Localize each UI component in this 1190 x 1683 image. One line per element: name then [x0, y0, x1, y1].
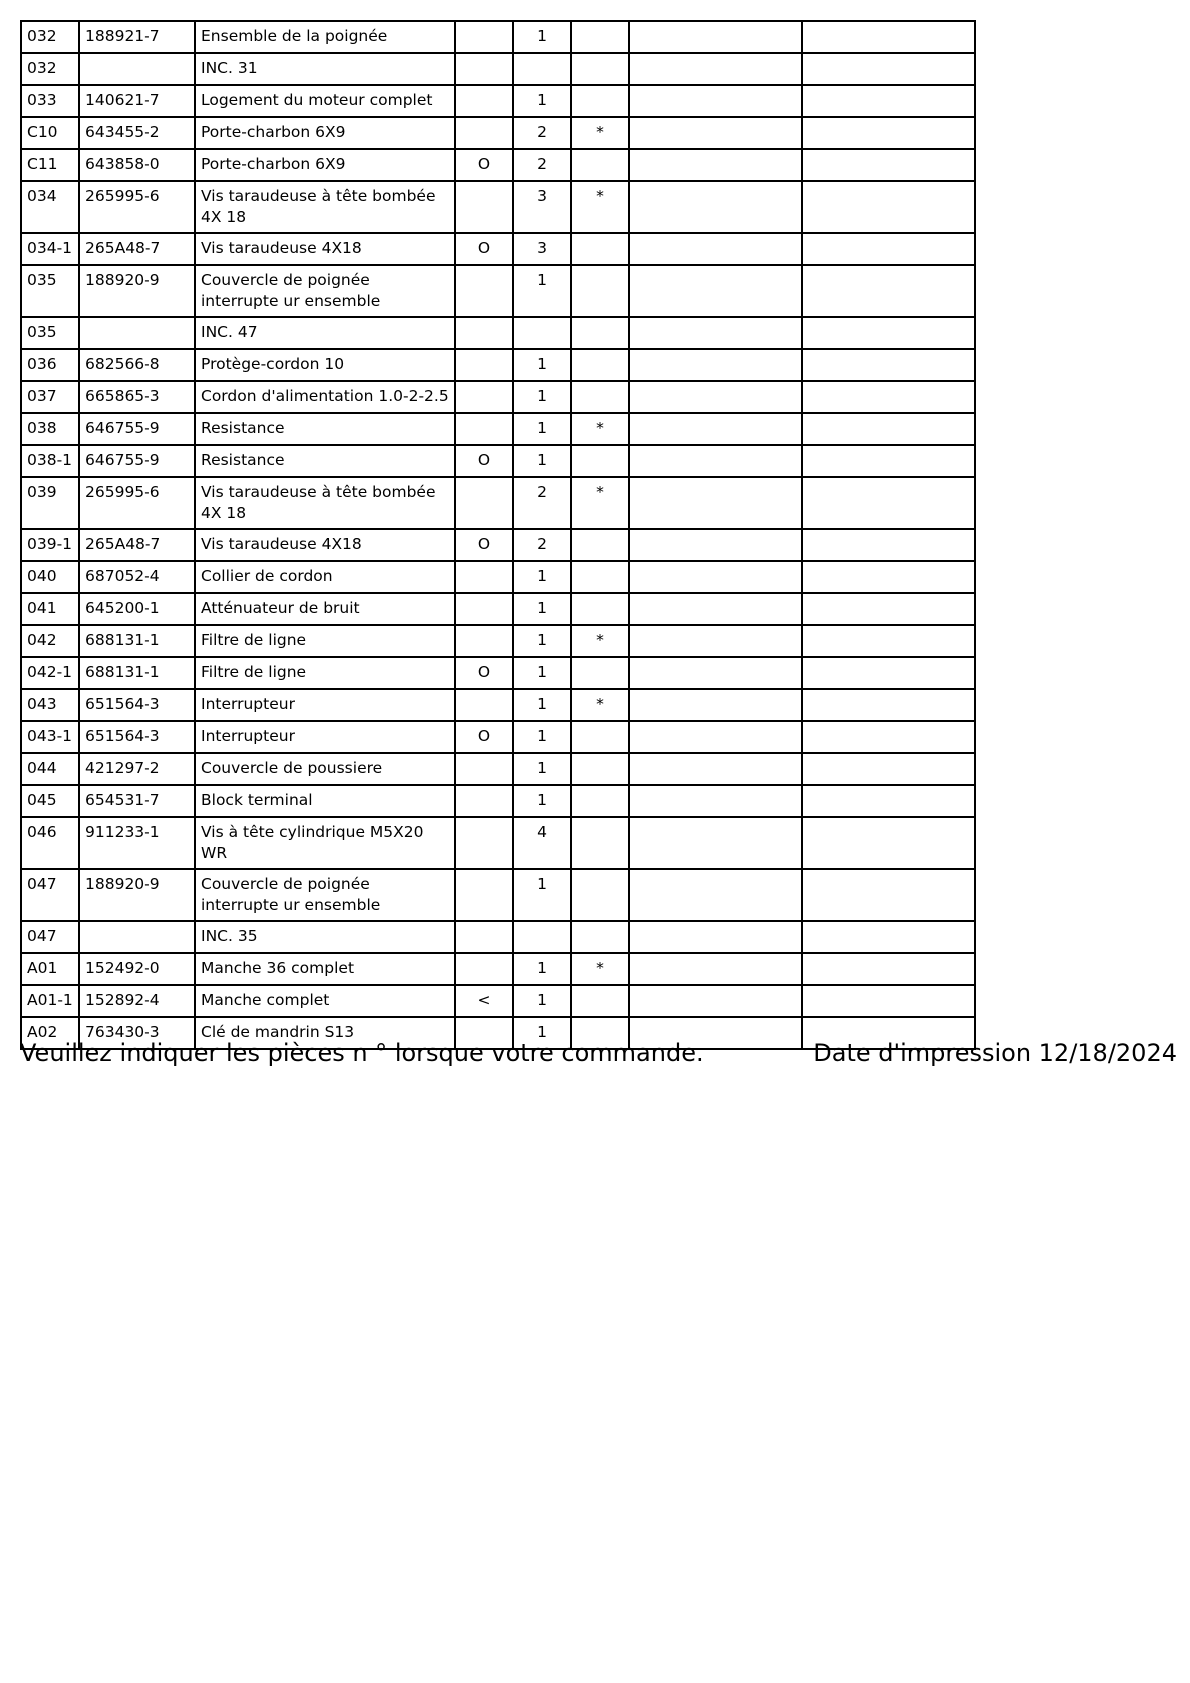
- cell-note-mark: [571, 921, 629, 953]
- cell-quantity: [513, 921, 571, 953]
- table-row: [21, 593, 975, 625]
- cell-note-mark: *: [571, 477, 629, 529]
- cell-part-no: 421297-2: [79, 753, 195, 785]
- cell-description: Clé de mandrin S13: [195, 1017, 455, 1049]
- cell-note-mark: [571, 85, 629, 117]
- cell-description: Manche complet: [195, 985, 455, 1017]
- cell-quantity: 2: [513, 529, 571, 561]
- cell-ref-no: 043-1: [21, 721, 79, 753]
- cell-extra-1: [629, 593, 802, 625]
- cell-extra-1: [629, 349, 802, 381]
- cell-option-mark: [455, 21, 513, 53]
- cell-ref-no: C10: [21, 117, 79, 149]
- table-row: [21, 785, 975, 817]
- cell-quantity: 1: [513, 721, 571, 753]
- cell-ref-no: 038: [21, 413, 79, 445]
- cell-option-mark: O: [455, 149, 513, 181]
- cell-extra-2: [802, 785, 975, 817]
- cell-quantity: 1: [513, 953, 571, 985]
- cell-part-no: 265A48-7: [79, 233, 195, 265]
- cell-extra-2: [802, 689, 975, 721]
- cell-extra-2: [802, 985, 975, 1017]
- cell-quantity: 1: [513, 657, 571, 689]
- cell-extra-1: [629, 53, 802, 85]
- cell-description: Logement du moteur complet: [195, 85, 455, 117]
- cell-part-no: 188920-9: [79, 265, 195, 317]
- table-row: [21, 689, 975, 721]
- cell-option-mark: [455, 265, 513, 317]
- cell-quantity: 1: [513, 1017, 571, 1049]
- cell-extra-2: [802, 445, 975, 477]
- cell-option-mark: [455, 413, 513, 445]
- cell-extra-2: [802, 149, 975, 181]
- cell-extra-2: [802, 349, 975, 381]
- cell-part-no: [79, 921, 195, 953]
- cell-note-mark: [571, 529, 629, 561]
- cell-note-mark: [571, 593, 629, 625]
- table-row: [21, 817, 975, 869]
- cell-extra-2: [802, 85, 975, 117]
- cell-ref-no: 034: [21, 181, 79, 233]
- cell-extra-1: [629, 381, 802, 413]
- print-date: Date d'impression 12/18/2024: [813, 1039, 1177, 1067]
- cell-extra-2: [802, 721, 975, 753]
- cell-note-mark: *: [571, 625, 629, 657]
- cell-extra-2: [802, 21, 975, 53]
- cell-description: INC. 35: [195, 921, 455, 953]
- table-row: [21, 921, 975, 953]
- cell-description: Filtre de ligne: [195, 657, 455, 689]
- cell-quantity: 1: [513, 381, 571, 413]
- cell-extra-1: [629, 233, 802, 265]
- cell-extra-1: [629, 85, 802, 117]
- cell-extra-2: [802, 477, 975, 529]
- cell-note-mark: [571, 317, 629, 349]
- cell-ref-no: 033: [21, 85, 79, 117]
- cell-extra-1: [629, 561, 802, 593]
- cell-extra-2: [802, 181, 975, 233]
- cell-note-mark: [571, 233, 629, 265]
- cell-option-mark: O: [455, 721, 513, 753]
- cell-extra-1: [629, 785, 802, 817]
- cell-extra-2: [802, 381, 975, 413]
- cell-quantity: 3: [513, 233, 571, 265]
- cell-option-mark: [455, 117, 513, 149]
- cell-option-mark: [455, 817, 513, 869]
- cell-description: Manche 36 complet: [195, 953, 455, 985]
- cell-quantity: 3: [513, 181, 571, 233]
- cell-description: Vis à tête cylindrique M5X20 WR: [195, 817, 455, 869]
- cell-option-mark: [455, 349, 513, 381]
- cell-note-mark: [571, 985, 629, 1017]
- cell-part-no: 646755-9: [79, 445, 195, 477]
- cell-extra-1: [629, 921, 802, 953]
- cell-part-no: 651564-3: [79, 689, 195, 721]
- cell-description: Atténuateur de bruit: [195, 593, 455, 625]
- cell-extra-2: [802, 869, 975, 921]
- cell-part-no: 188920-9: [79, 869, 195, 921]
- cell-extra-1: [629, 689, 802, 721]
- cell-extra-2: [802, 921, 975, 953]
- cell-part-no: 140621-7: [79, 85, 195, 117]
- cell-extra-1: [629, 265, 802, 317]
- cell-extra-2: [802, 233, 975, 265]
- cell-ref-no: 037: [21, 381, 79, 413]
- cell-ref-no: 039-1: [21, 529, 79, 561]
- cell-extra-2: [802, 117, 975, 149]
- cell-quantity: 1: [513, 689, 571, 721]
- cell-note-mark: [571, 721, 629, 753]
- cell-quantity: 1: [513, 785, 571, 817]
- cell-extra-2: [802, 953, 975, 985]
- cell-note-mark: [571, 53, 629, 85]
- cell-note-mark: *: [571, 181, 629, 233]
- cell-part-no: 688131-1: [79, 657, 195, 689]
- cell-quantity: [513, 53, 571, 85]
- cell-quantity: 1: [513, 85, 571, 117]
- table-row: [21, 721, 975, 753]
- cell-description: Ensemble de la poignée: [195, 21, 455, 53]
- cell-extra-1: [629, 721, 802, 753]
- table-row: [21, 869, 975, 921]
- cell-description: Collier de cordon: [195, 561, 455, 593]
- cell-extra-2: [802, 561, 975, 593]
- parts-table-body: [21, 21, 975, 1049]
- table-row: [21, 349, 975, 381]
- cell-description: Porte-charbon 6X9: [195, 117, 455, 149]
- cell-option-mark: O: [455, 233, 513, 265]
- cell-quantity: 1: [513, 21, 571, 53]
- cell-description: Resistance: [195, 445, 455, 477]
- cell-note-mark: *: [571, 689, 629, 721]
- cell-ref-no: 042: [21, 625, 79, 657]
- cell-quantity: 1: [513, 349, 571, 381]
- cell-description: Protège-cordon 10: [195, 349, 455, 381]
- cell-extra-2: [802, 753, 975, 785]
- table-row: [21, 625, 975, 657]
- cell-description: Filtre de ligne: [195, 625, 455, 657]
- cell-quantity: 4: [513, 817, 571, 869]
- cell-option-mark: O: [455, 529, 513, 561]
- cell-ref-no: A01-1: [21, 985, 79, 1017]
- cell-extra-1: [629, 529, 802, 561]
- cell-extra-2: [802, 817, 975, 869]
- table-row: [21, 753, 975, 785]
- cell-ref-no: 047: [21, 869, 79, 921]
- table-row: [21, 985, 975, 1017]
- cell-note-mark: [571, 869, 629, 921]
- cell-extra-1: [629, 21, 802, 53]
- cell-description: Porte-charbon 6X9: [195, 149, 455, 181]
- cell-ref-no: 042-1: [21, 657, 79, 689]
- cell-ref-no: 035: [21, 265, 79, 317]
- cell-option-mark: [455, 561, 513, 593]
- cell-extra-2: [802, 265, 975, 317]
- cell-option-mark: [455, 953, 513, 985]
- cell-description: Vis taraudeuse 4X18: [195, 529, 455, 561]
- cell-part-no: 688131-1: [79, 625, 195, 657]
- cell-quantity: 2: [513, 117, 571, 149]
- cell-description: Interrupteur: [195, 721, 455, 753]
- cell-extra-1: [629, 985, 802, 1017]
- cell-quantity: 1: [513, 413, 571, 445]
- cell-ref-no: 040: [21, 561, 79, 593]
- table-row: [21, 381, 975, 413]
- cell-ref-no: 032: [21, 53, 79, 85]
- cell-part-no: 646755-9: [79, 413, 195, 445]
- table-row: [21, 657, 975, 689]
- table-row: [21, 445, 975, 477]
- table-row: [21, 561, 975, 593]
- cell-option-mark: [455, 625, 513, 657]
- cell-quantity: 1: [513, 625, 571, 657]
- cell-quantity: [513, 317, 571, 349]
- cell-option-mark: [455, 477, 513, 529]
- cell-option-mark: [455, 317, 513, 349]
- cell-ref-no: 044: [21, 753, 79, 785]
- cell-extra-1: [629, 657, 802, 689]
- cell-description: INC. 47: [195, 317, 455, 349]
- cell-description: Couvercle de poussiere: [195, 753, 455, 785]
- cell-extra-1: [629, 953, 802, 985]
- cell-ref-no: 043: [21, 689, 79, 721]
- cell-ref-no: 035: [21, 317, 79, 349]
- cell-note-mark: *: [571, 953, 629, 985]
- cell-option-mark: O: [455, 657, 513, 689]
- cell-ref-no: 045: [21, 785, 79, 817]
- cell-quantity: 1: [513, 985, 571, 1017]
- cell-extra-1: [629, 413, 802, 445]
- cell-part-no: 687052-4: [79, 561, 195, 593]
- cell-part-no: 654531-7: [79, 785, 195, 817]
- cell-part-no: [79, 317, 195, 349]
- table-row: [21, 317, 975, 349]
- cell-part-no: [79, 53, 195, 85]
- cell-option-mark: [455, 381, 513, 413]
- table-row: [21, 529, 975, 561]
- cell-extra-2: [802, 625, 975, 657]
- cell-option-mark: [455, 593, 513, 625]
- cell-ref-no: 047: [21, 921, 79, 953]
- cell-extra-2: [802, 529, 975, 561]
- cell-option-mark: [455, 785, 513, 817]
- cell-ref-no: 032: [21, 21, 79, 53]
- cell-part-no: 265A48-7: [79, 529, 195, 561]
- cell-part-no: 911233-1: [79, 817, 195, 869]
- cell-description: Cordon d'alimentation 1.0-2-2.5: [195, 381, 455, 413]
- cell-part-no: 665865-3: [79, 381, 195, 413]
- cell-extra-2: [802, 593, 975, 625]
- cell-extra-1: [629, 625, 802, 657]
- cell-part-no: 682566-8: [79, 349, 195, 381]
- cell-note-mark: [571, 657, 629, 689]
- cell-part-no: 152492-0: [79, 953, 195, 985]
- cell-option-mark: O: [455, 445, 513, 477]
- cell-note-mark: *: [571, 413, 629, 445]
- cell-description: Couvercle de poignée interrupte ur ensemble: [195, 869, 455, 921]
- table-row: [21, 53, 975, 85]
- cell-extra-1: [629, 445, 802, 477]
- cell-extra-1: [629, 753, 802, 785]
- cell-option-mark: [455, 689, 513, 721]
- cell-ref-no: 038-1: [21, 445, 79, 477]
- cell-extra-2: [802, 317, 975, 349]
- cell-description: Resistance: [195, 413, 455, 445]
- cell-extra-2: [802, 53, 975, 85]
- cell-note-mark: [571, 381, 629, 413]
- cell-option-mark: [455, 921, 513, 953]
- cell-description: Vis taraudeuse à tête bombée 4X 18: [195, 477, 455, 529]
- cell-description: Interrupteur: [195, 689, 455, 721]
- cell-part-no: 645200-1: [79, 593, 195, 625]
- cell-option-mark: [455, 85, 513, 117]
- cell-note-mark: [571, 561, 629, 593]
- cell-quantity: 1: [513, 445, 571, 477]
- order-instruction-note: Veuillez indiquer les pièces n ° lorsque votre commande.: [20, 1039, 704, 1067]
- cell-extra-1: [629, 117, 802, 149]
- cell-ref-no: 034-1: [21, 233, 79, 265]
- cell-option-mark: <: [455, 985, 513, 1017]
- table-row: [21, 181, 975, 233]
- cell-ref-no: 041: [21, 593, 79, 625]
- cell-quantity: 1: [513, 753, 571, 785]
- cell-extra-2: [802, 657, 975, 689]
- cell-extra-1: [629, 149, 802, 181]
- cell-ref-no: C11: [21, 149, 79, 181]
- table-row: [21, 953, 975, 985]
- cell-part-no: 643455-2: [79, 117, 195, 149]
- cell-quantity: 2: [513, 149, 571, 181]
- cell-quantity: 2: [513, 477, 571, 529]
- cell-part-no: 763430-3: [79, 1017, 195, 1049]
- cell-note-mark: [571, 817, 629, 869]
- table-row: [21, 21, 975, 53]
- cell-part-no: 265995-6: [79, 181, 195, 233]
- cell-option-mark: [455, 181, 513, 233]
- table-row: [21, 233, 975, 265]
- cell-quantity: 1: [513, 593, 571, 625]
- cell-note-mark: [571, 785, 629, 817]
- cell-note-mark: [571, 21, 629, 53]
- cell-description: Vis taraudeuse à tête bombée 4X 18: [195, 181, 455, 233]
- table-row: [21, 413, 975, 445]
- cell-part-no: 643858-0: [79, 149, 195, 181]
- cell-extra-1: [629, 181, 802, 233]
- cell-quantity: 1: [513, 869, 571, 921]
- parts-table: [20, 20, 976, 1050]
- cell-option-mark: [455, 753, 513, 785]
- cell-ref-no: 046: [21, 817, 79, 869]
- table-row: [21, 85, 975, 117]
- cell-quantity: 1: [513, 561, 571, 593]
- cell-option-mark: [455, 869, 513, 921]
- cell-extra-1: [629, 869, 802, 921]
- cell-description: INC. 31: [195, 53, 455, 85]
- cell-extra-1: [629, 317, 802, 349]
- cell-note-mark: [571, 265, 629, 317]
- cell-extra-1: [629, 817, 802, 869]
- cell-description: Vis taraudeuse 4X18: [195, 233, 455, 265]
- table-row: [21, 265, 975, 317]
- cell-ref-no: 039: [21, 477, 79, 529]
- cell-ref-no: A02: [21, 1017, 79, 1049]
- cell-part-no: 152892-4: [79, 985, 195, 1017]
- cell-option-mark: [455, 53, 513, 85]
- cell-note-mark: *: [571, 117, 629, 149]
- cell-extra-1: [629, 477, 802, 529]
- cell-ref-no: 036: [21, 349, 79, 381]
- cell-part-no: 651564-3: [79, 721, 195, 753]
- cell-quantity: 1: [513, 265, 571, 317]
- cell-part-no: 188921-7: [79, 21, 195, 53]
- cell-ref-no: A01: [21, 953, 79, 985]
- cell-extra-2: [802, 413, 975, 445]
- cell-note-mark: [571, 753, 629, 785]
- cell-part-no: 265995-6: [79, 477, 195, 529]
- cell-note-mark: [571, 445, 629, 477]
- cell-description: Couvercle de poignée interrupte ur ensemble: [195, 265, 455, 317]
- table-row: [21, 149, 975, 181]
- cell-note-mark: [571, 149, 629, 181]
- cell-note-mark: [571, 349, 629, 381]
- cell-description: Block terminal: [195, 785, 455, 817]
- table-row: [21, 117, 975, 149]
- table-row: [21, 477, 975, 529]
